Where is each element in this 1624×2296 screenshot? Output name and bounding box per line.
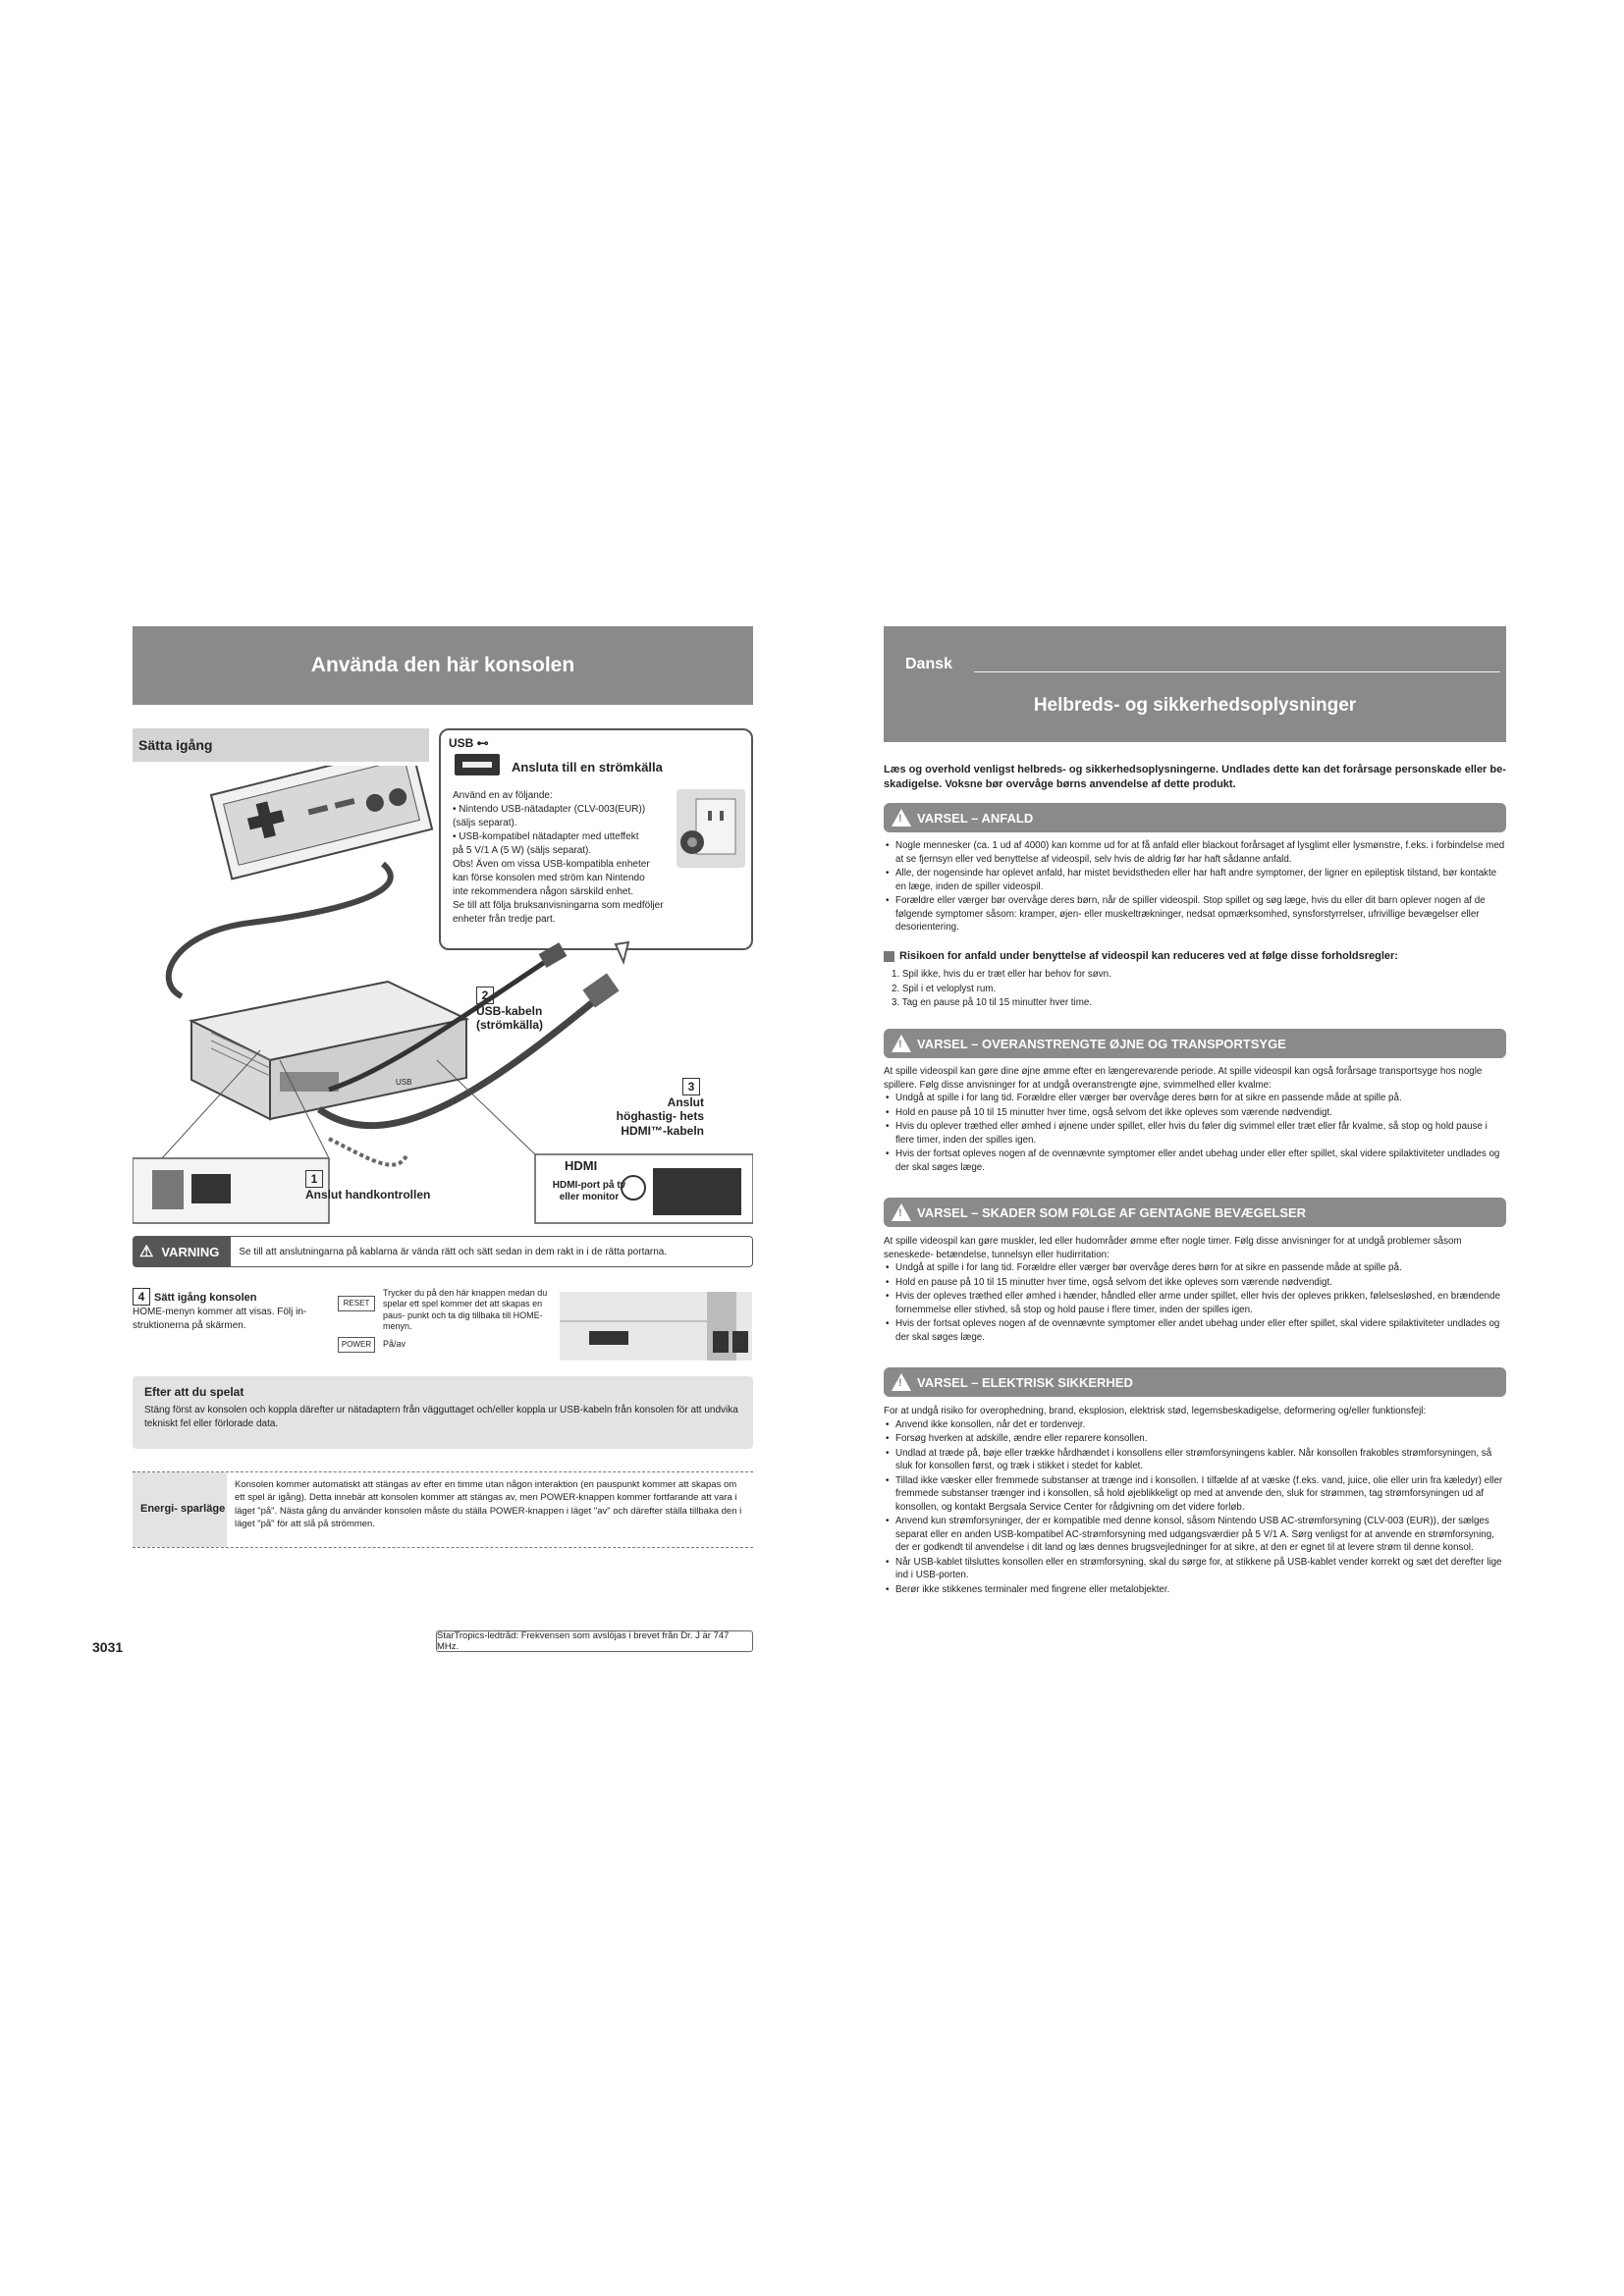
list-item: • Undlad at træde på, bøje eller trække hårdhændet i konsollens eller strømforsyningens kabler. Når konsollen frakobles strømforsyningen, så sluk for konsollen først, og træk i stikket i stedet for kablet. (884, 1447, 1506, 1473)
energy-saving-label: Energi- sparläge (133, 1472, 227, 1547)
list-item: • Alle, der nogensinde har oplevet anfald, har mistet bevidstheden eller har haft andre symptomer, der ligner en epileptisk tilstand, bør kontakte en læge, inden de spiller videospil. (884, 867, 1506, 893)
section-title-getting-started: Sätta igång (133, 728, 429, 762)
section-eyestrain-header: ! VARSEL – OVERANSTRENGTE ØJNE OG TRANSPORTSYGE (884, 1029, 1506, 1058)
section-repetitive-header: ! VARSEL – SKADER SOM FØLGE AF GENTAGNE BEVÆGELSER (884, 1198, 1506, 1227)
risk-heading: Risikoen for anfald under benyttelse af videospil kan reduceres ved at følge disse forholdsregler: (884, 950, 1506, 962)
warning-triangle-icon (892, 1035, 911, 1052)
left-page-header: Använda den här konsolen (133, 626, 753, 705)
reset-button-label: RESET (338, 1296, 375, 1311)
energy-saving-text: Konsolen kommer automatiskt att stängas av efter en timme utan någon interaktion (en pauspunkt kommer att skapas om ett spel är igång). Detta innebär att konsolen kommer att stängas av, men POWER-knappen kommer fortfarande att vara i läget "på". Nästa gång du använder konsolen måste du ställa POWER-knappen i läget "av" och därefter ställa tillbaka den i läget "på" för att slå på strömmen. (235, 1479, 742, 1529)
list-item: • Nogle mennesker (ca. 1 ud af 4000) kan komme ud for at få anfald eller blackout forårsaget af lysglimt eller lysmønstre, f.eks. i forbindelse med at se fjernsyn eller ved benyttelse af videospil, selv hvis de aldrig før har haft sådanne anfald. (884, 839, 1506, 866)
section-seizures-header: ! VARSEL – ANFALD (884, 803, 1506, 832)
startropics-hint: StarTropics-ledtråd: Frekvensen som avslöjas i brevet från Dr. J är 747 MHz. (436, 1630, 753, 1652)
callout-hdmi-cable (614, 1078, 704, 1138)
intro-text: Læs og overhold venligst helbreds- og sikkerhedsoplysningerne. Undlades dette kan det forårsage personskade eller be- skadigelse. Voksne bør overvåge børns anvendelse af dette produkt. (884, 764, 1506, 790)
section-repetitive-body (884, 1235, 1506, 1345)
list-item: • Hvis der fortsat opleves nogen af de ovennævnte symptomer eller andet ubehag under eller efter spillet, skal videre spilaktiviteter undlades og der skal søges læge. (884, 1148, 1506, 1174)
section-eyestrain-body (884, 1065, 1506, 1175)
warning-triangle-icon (892, 1373, 911, 1391)
list-item: • Undgå at spille i for lang tid. Forældre eller værger bør overvåge deres børn for at sikre en passende måde at spille på. (884, 1092, 1506, 1105)
section-seizures-body (884, 839, 1506, 935)
right-page-title: Helbreds- og sikkerhedsoplysninger (1033, 695, 1357, 716)
list-item: • Forældre eller værger bør overvåge deres børn, når de spiller videospil. Stop spillet og søg læge, hvis du eller dit barn oplever nogen af de følgende symptomer såsom: kramper, øjen- eller muskeltrækninger, nedsat opmærksomhed, synsforstyrrelser, ufrivillige bevægelser eller desorientering. (884, 894, 1506, 934)
warning-bar (133, 1236, 753, 1267)
warning-triangle-icon (892, 809, 911, 827)
section-intro: For at undgå risiko for overophedning, brand, eksplosion, elektrisk stød, legemsbeskadigelse, deformering og/eller funktionsfejl: (884, 1406, 1427, 1416)
hdmi-logo: HDMI (565, 1158, 598, 1173)
usb-tag: USB ⊷ (449, 736, 489, 750)
list-item: • Forsøg hverken at adskille, ændre eller reparere konsollen. (884, 1432, 1506, 1446)
after-playing-title: Efter att du spelat (144, 1385, 244, 1399)
usb-small-label: USB (396, 1078, 412, 1087)
list-item: • Hvis der fortsat opleves nogen af de ovennævnte symptomer eller andet ubehag under eller efter spillet, skal videre spilaktiviteter undlades og der skal søges læge. (884, 1317, 1506, 1344)
list-item: • Undgå at spille i for lang tid. Forældre eller værger bør overvåge deres børn for at sikre en passende måde at spille på. (884, 1261, 1506, 1275)
list-item: • Tillad ikke væsker eller fremmede substanser at trænge ind i konsollen. I tilfælde af at væske (f.eks. vand, juice, olie eller urin fra kæledyr) eller fremmede substanser trænger ind i konsollen, så hold øjeblikkeligt op med at anvende den, sluk for strømmen, tag strømforsyningen ud af konsollen, og kontakt Bergsala Service Center for rådgivning om det videre forløb. (884, 1474, 1506, 1515)
callout-usb-cable (476, 987, 555, 1033)
console-connection-illustration (133, 766, 753, 1227)
step-4-text: HOME-menyn kommer att visas. Följ in- struktionerna på skärmen. (133, 1307, 307, 1331)
list-item: • Når USB-kablet tilsluttes konsollen eller en strømforsyning, skal du sørge for, at stikkene på USB-kablet vender korrekt og sæt det derefter lige ind i USB-porten. (884, 1556, 1506, 1582)
list-item: • Hvis der opleves træthed eller ømhed i hænder, håndled eller arme under spillet, eller hvis der opleves prikken, følelsesløshed, en brændende fornemmelse eller stivhed, så stop og hold pause i flere timer, inden der spilles igen. (884, 1290, 1506, 1316)
right-page-header (884, 626, 1506, 742)
hdmi-port-label: HDMI-port på tv eller monitor (552, 1180, 626, 1202)
step-4-title: Sätt igång konsolen (154, 1292, 257, 1304)
list-item: • Hold en pause på 10 til 15 minutter hver time, også selvom det ikke opleves som værende nødvendigt. (884, 1106, 1506, 1120)
console-front-illustration (560, 1292, 752, 1361)
hdmi-cable-label: Anslut höghastig- hets HDMI™-kabeln (616, 1095, 704, 1138)
step-3-badge: 3 (682, 1078, 700, 1095)
list-item: • Hold en pause på 10 til 15 minutter hver time, også selvom det ikke opleves som værende nødvendigt. (884, 1276, 1506, 1290)
list-item: 1. Spil ikke, hvis du er træt eller har behov for søvn. (892, 969, 1111, 980)
step-2-badge: 2 (476, 987, 494, 1004)
warning-triangle-icon: ⚠ (139, 1244, 154, 1260)
warning-text: Se till att anslutningarna på kablarna är vända rätt och sätt sedan in dem rakt in i de rätta portarna. (239, 1246, 668, 1257)
warning-triangle-icon (892, 1203, 911, 1221)
console-diagram (133, 766, 753, 1227)
warning-label: ⚠ VARNING (134, 1237, 231, 1266)
section-electrical-header: ! VARSEL – ELEKTRISK SIKKERHED (884, 1367, 1506, 1397)
callout-controller (305, 1170, 430, 1201)
section-intro: At spille videospil kan gøre muskler, led eller hudområder ømme efter nogle timer. Følg disse anvisninger for at undgå problemer såsom seneskede- betændelse, tunnelsyn eller hudirritation: (884, 1236, 1462, 1260)
power-note: På/av (383, 1339, 406, 1349)
reset-note: Trycker du på den här knappen medan du spelar ett spel kommer det att skapas en paus- punkt och ta dig tillbaka till HOME-menyn. (383, 1288, 548, 1331)
square-bullet-icon (884, 951, 894, 962)
list-item: • Anvend kun strømforsyninger, der er kompatible med denne konsol, såsom Nintendo USB AC-strømforsyning (CLV-003 (EUR)), der sælges separat eller en anden USB-kompatibel AC-strømforsyning med udgangsværdier på 5 V/1 A. Sørg venligst for at anvende en strømforsyning, der er godkendt til anvendelse i dit land og læs dennes brugsvejledninger for at sikre, at den er egnet til at levere strøm til denne konsol. (884, 1515, 1506, 1555)
energy-saving-box (133, 1471, 753, 1548)
section-intro: At spille videospil kan gøre dine øjne ømme efter en længerevarende periode. At spille videospil kan også forårsage transportsyge hos nogle spillere. Følg disse anvisninger for at undgå overanstrengte øjne, svimmelhed eller kvalme: (884, 1066, 1483, 1091)
usb-cable-label: USB-kabeln (strömkälla) (476, 1004, 544, 1033)
language-label: Dansk (905, 656, 953, 672)
list-item: • Hvis du oplever træthed eller ømhed i øjnene under spillet, eller hvis du føler dig svimmel eller træt eller får kvalme, så stop og hold pause i flere timer, inden der spilles igen. (884, 1120, 1506, 1147)
list-item: 3. Tag en pause på 10 til 15 minutter hver time. (892, 997, 1093, 1009)
list-item: • Anvend ikke konsollen, når det er tordenvejr. (884, 1418, 1506, 1432)
page-number: 3031 (92, 1639, 124, 1655)
controller-label: Anslut handkontrollen (305, 1188, 431, 1201)
step-4-badge: 4 (133, 1288, 150, 1306)
step-1-badge: 1 (305, 1170, 323, 1188)
after-playing-text: Stäng först av konsolen och koppla därefter ur nätadaptern från vägguttaget och/eller koppla ur USB-kabeln från konsolen för att undvika tekniskt fel eller förlorade data. (144, 1404, 738, 1429)
step-4-block (133, 1288, 309, 1332)
callout-title: Ansluta till en strömkälla (512, 760, 663, 774)
section-electrical-body (884, 1405, 1506, 1597)
list-item: 2. Spil i et veloplyst rum. (892, 983, 997, 994)
risk-list (884, 968, 1506, 1011)
power-button-label: POWER (338, 1337, 375, 1353)
callout-text: Använd en av följande: • Nintendo USB-nätadapter (CLV-003(EUR)) (säljs separat). • USB-kompatibel nätadapter med utteffekt på 5 V/1 A (5 W) (säljs separat). Obs! Även om vissa USB-kompatibla enheter kan förse konsolen med ström kan Nintendo inte rekommendera någon särskild enhet. Se till att följa bruksanvisningarna som medföljer enheter från tredje part. (453, 790, 664, 925)
list-item: • Berør ikke stikkenes terminaler med fingrene eller metalobjekter. (884, 1583, 1506, 1597)
header-rule (974, 671, 1500, 672)
after-playing-box (133, 1376, 753, 1449)
